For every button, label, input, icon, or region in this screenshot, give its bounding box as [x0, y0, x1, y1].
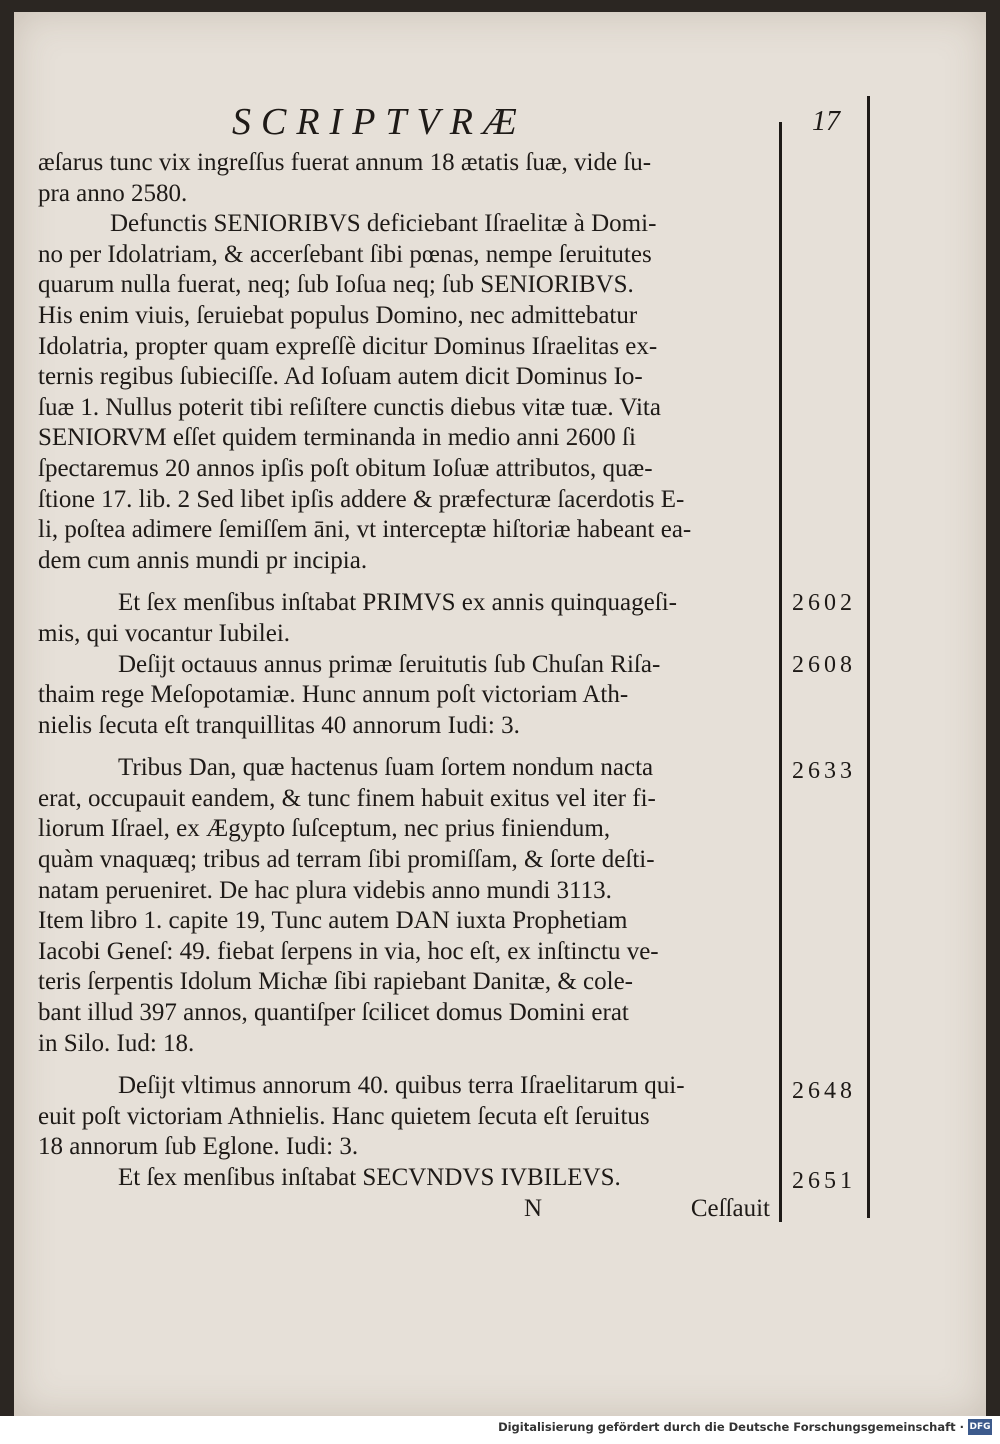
text-line: quarum nulla fuerat, neq; ſub Ioſua neq; ſub SENIORIBVS.: [38, 271, 634, 299]
text-line: natam perueniret. De hac plura videbis anno mundi 3113.: [38, 876, 612, 904]
signature-mark: N: [524, 1194, 543, 1222]
catchword: Ceſſauit: [690, 1194, 770, 1222]
text-line: li, poſtea adimere ſemiſſem āni, vt interceptæ hiſtoriæ habeant ea-: [38, 516, 692, 544]
text-line: Deſijt vltimus annorum 40. quibus terra Iſraelitarum qui-: [118, 1072, 685, 1100]
text-line: His enim viuis, ſeruiebat populus Domino, nec admittebatur: [38, 301, 638, 329]
text-line: Idolatria, propter quam expreſſè dicitur Dominus Iſraelitas ex-: [38, 332, 658, 360]
text-line: Et ſex menſibus inſtabat PRIMVS ex annis quinquageſi-: [118, 589, 677, 617]
text-line: teris ſerpentis Idolum Michæ ſibi rapiebant Danitæ, & cole-: [38, 968, 634, 996]
text-line: ternis regibus ſubieciſſe. Ad Ioſuam autem dicit Dominus Io-: [38, 363, 643, 391]
text-line: euit poſt victoriam Athnielis. Hanc quietem ſecuta eſt ſeruitus: [38, 1102, 650, 1130]
text-line: Iacobi Geneſ: 49. fiebat ſerpens in via, hoc eſt, ex inſtinctu ve-: [38, 937, 659, 965]
main-text: [38, 148, 790, 1224]
text-line: 18 annorum ſub Eglone. Iudi: 3.: [38, 1133, 359, 1161]
text-line: Deſijt octauus annus primæ ſeruitutis ſub Chuſan Riſa-: [118, 650, 661, 678]
margin-date: 2633: [792, 758, 856, 784]
text-line: Item libro 1. capite 19, Tunc autem DAN iuxta Prophetiam: [38, 907, 628, 935]
text-line: dem cum annis mundi pr incipia.: [38, 546, 368, 574]
text-line: quàm vnaquæq; tribus ad terram ſibi promiſſam, & ſorte deſti-: [38, 846, 655, 874]
text-line: ӕſarus tunc vix ingreſſus fuerat annum 18 ætatis ſuæ, vide ſu-: [38, 149, 652, 176]
text-line: ſtione 17. lib. 2 Sed libet ipſis addere & præfecturæ ſacerdotis E-: [38, 485, 685, 513]
text-line: pra anno 2580.: [38, 179, 188, 207]
page-number: 17: [812, 106, 840, 137]
text-line: SENIORVM eſſet quidem terminanda in medio anni 2600 ſi: [38, 424, 636, 452]
margin-rule-right: [867, 96, 870, 1218]
text-line: thaim rege Meſopotamiæ. Hunc annum poſt victoriam Ath-: [38, 681, 629, 709]
text-line: mis, qui vocantur Iubilei.: [38, 619, 291, 647]
funding-credit: Digitalisierung gefördert durch die Deutsche Forschungsgemeinschaft ·: [498, 1420, 964, 1434]
margin-date: 2648: [792, 1078, 856, 1104]
text-line: bant illud 397 annos, quantiſper ſcilicet domus Domini erat: [38, 999, 629, 1027]
text-line: ſuæ 1. Nullus poterit tibi reſiſtere cunctis diebus vitæ tuæ. Vita: [38, 393, 661, 421]
text-line: erat, occupauit eandem, & tunc finem habuit exitus vel iter fi-: [38, 784, 656, 812]
text-line: Et ſex menſibus inſtabat SECVNDVS IVBILEVS.: [118, 1164, 621, 1191]
text-line: [38, 1194, 790, 1225]
text-line: no per Idolatriam, & accerſebant ſibi pœnas, nempe ſeruitutes: [38, 240, 652, 268]
text-line: Tribus Dan, quæ hactenus ſuam ſortem nondum nacta: [118, 754, 654, 782]
running-head: SCRIPTVRÆ: [232, 101, 527, 143]
margin-date: 2602: [792, 590, 856, 616]
text-line: liorum Iſrael, ex Ægypto ſuſceptum, nec prius finiendum,: [38, 815, 611, 843]
text-line: nielis ſecuta eſt tranquillitas 40 annorum Iudi: 3.: [38, 711, 520, 739]
dfg-logo: DFG: [968, 1419, 992, 1435]
margin-date: 2651: [792, 1168, 856, 1194]
text-line: Defunctis SENIORIBVS deficiebant Iſraelitæ à Domi-: [110, 210, 657, 238]
margin-date: 2608: [792, 652, 856, 678]
text-line: in Silo. Iud: 18.: [38, 1029, 195, 1057]
text-line: ſpectaremus 20 annos ipſis poſt obitum Ioſuæ attributos, quæ-: [38, 454, 653, 482]
